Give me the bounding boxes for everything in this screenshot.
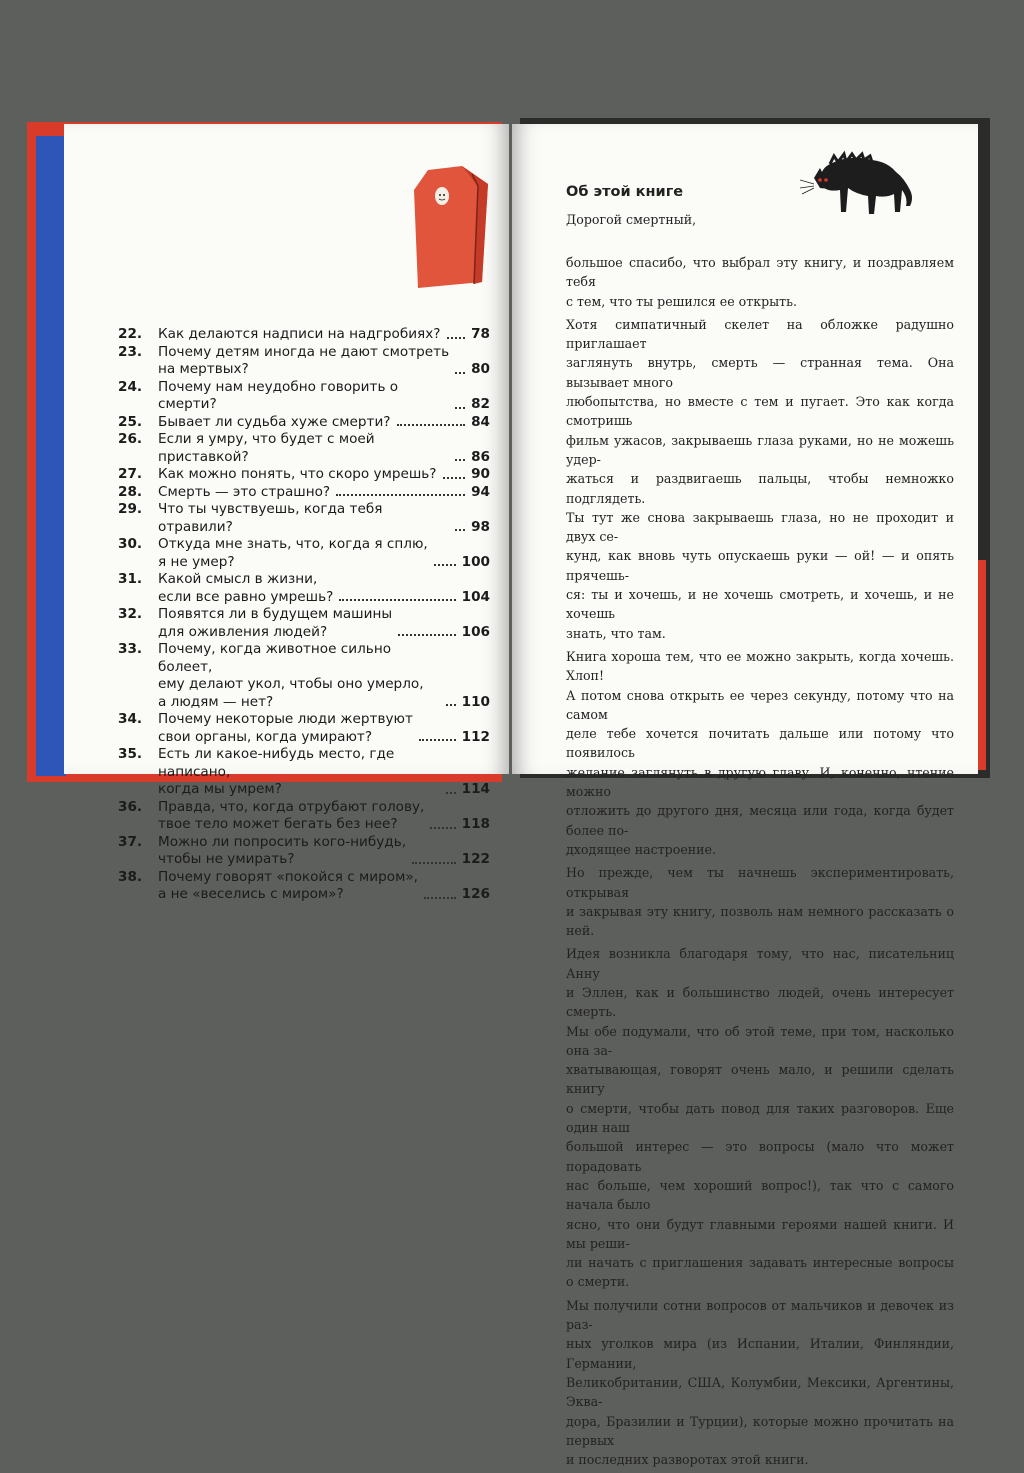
- toc-leader-dots: [455, 407, 465, 409]
- about-book-section: [566, 184, 954, 1473]
- toc-leader-dots: [443, 477, 466, 479]
- toc-entry: [118, 711, 490, 746]
- toc-leader-dots: [424, 897, 456, 899]
- body-paragraph: Идея возникла благодаря тому, что нас, писательниц Анну и Эллен, как и большинство людей, очень интересует смерть. Мы обе подумали, что об этой теме, при том, насколько она за- хватывающая, говорят очень мало, и решили сделать книгу о смерти, чтобы дать повод для таких разговоров. Еще один наш большой интерес — это вопросы (мало что может порадовать нас больше, чем хороший вопрос!), так что с самого начала было ясно, что они будут главными героями нашей книги. И мы реши- ли начать с приглашения задавать интересные вопросы о смерти.: [566, 946, 954, 1290]
- toc-entry-page: 98: [471, 518, 490, 535]
- toc-entry: [118, 746, 490, 799]
- toc-entry-title: Бывает ли судьба хуже смерти?: [158, 413, 391, 430]
- toc-entry: [118, 606, 490, 641]
- toc-entry-page: 104: [461, 588, 490, 605]
- toc-entry-number: 26.: [118, 431, 143, 447]
- body-paragraph: Книга хороша тем, что ее можно закрыть, когда хочешь. Хлоп! А потом снова открыть ее через секунду, потому что на самом деле тебе хочется почитать дальше или потому что появилось желание заглянуть в другую главу. И, конечно, чтение можно отложить до другого дня, месяца или года, когда будет более по- дходящее настроение.: [566, 648, 954, 857]
- toc-entry-number: 34.: [118, 711, 143, 727]
- toc-leader-dots: [446, 792, 456, 794]
- toc-entry-page: 100: [461, 553, 490, 570]
- toc-entry-number: 31.: [118, 571, 143, 587]
- toc-leader-dots: [412, 862, 456, 864]
- toc-entry-title: Какой смысл в жизни, если все равно умрешь?: [158, 571, 334, 605]
- toc-entry-title: Как делаются надписи на надгробиях?: [158, 326, 441, 342]
- greeting-line: Дорогой смертный,: [566, 212, 697, 227]
- toc-leader-dots: [434, 564, 456, 566]
- toc-leader-dots: [455, 529, 465, 531]
- body-paragraph: большое спасибо, что выбрал эту книгу, и поздравляем тебя с тем, что ты решился ее открыть.: [566, 255, 954, 309]
- toc-entry-title: Что ты чувствуешь, когда тебя отравили?: [158, 501, 383, 535]
- toc-entry-number: 35.: [118, 746, 143, 762]
- toc-entry-page: 86: [471, 448, 490, 465]
- table-of-contents: [118, 326, 490, 904]
- toc-entry: [118, 326, 490, 344]
- toc-entry: [118, 571, 490, 606]
- toc-entry: [118, 536, 490, 571]
- toc-entry-page: 80: [471, 361, 490, 377]
- toc-entry-title: Откуда мне знать, что, когда я сплю, я не умер?: [158, 536, 428, 570]
- toc-entry: [118, 466, 490, 484]
- coffin-icon: [412, 164, 490, 288]
- toc-entry: [118, 834, 490, 869]
- body-paragraph: Хотя симпатичный скелет на обложке радушно приглашает заглянуть внутрь, смерть — странная тема. Она вызывает много любопытства, но вместе с тем и пугает. Это как когда смотришь фильм ужасов, закрываешь глаза руками, но не можешь удер- жаться и раздвигаешь пальцы, чтобы немножко подглядеть. Ты тут же снова закрываешь глаза, но не проходит и двух се- кунд, как вновь чуть опускаешь руки — ой! — и опять прячешь- ся: ты и хочешь, и не хочешь смотреть, и хочешь, и не хочешь знать, что там.: [566, 316, 954, 641]
- toc-entry: [118, 501, 490, 536]
- section-heading: Об этой книге: [566, 184, 684, 200]
- toc-entry-number: 38.: [118, 868, 143, 885]
- toc-entry: [118, 641, 490, 711]
- toc-entry-number: 24.: [118, 378, 143, 395]
- toc-entry-page: 84: [471, 413, 490, 430]
- toc-entry-number: 32.: [118, 606, 143, 622]
- toc-entry: [118, 484, 490, 502]
- body-text: [566, 253, 954, 1469]
- toc-entry: [118, 431, 490, 466]
- toc-entry-number: 27.: [118, 466, 143, 482]
- book-edge-blue: [36, 136, 66, 776]
- toc-entry-number: 33.: [118, 641, 143, 657]
- toc-leader-dots: [447, 337, 466, 339]
- red-page-edge: [978, 560, 986, 770]
- toc-entry-number: 25.: [118, 413, 143, 430]
- toc-entry-page: 114: [461, 781, 490, 797]
- toc-entry-title: Если я умру, что будет с моей приставкой?: [158, 431, 375, 465]
- toc-entry-number: 29.: [118, 501, 143, 517]
- toc-entry-title: Правда, что, когда отрубают голову, твое тело может бегать без нее?: [158, 798, 425, 832]
- toc-entry-page: 122: [461, 851, 490, 867]
- toc-entry-title: Почему детям иногда не дают смотреть на мертвых?: [158, 343, 450, 377]
- toc-leader-dots: [446, 704, 456, 706]
- toc-entry: [118, 414, 490, 432]
- toc-leader-dots: [339, 599, 455, 601]
- toc-entry: [118, 344, 490, 379]
- body-paragraph: Но прежде, чем ты начнешь экспериментировать, открывая и закрывая эту книгу, позволь нам немного рассказать о ней.: [566, 865, 954, 939]
- toc-entry-title: Почему некоторые люди жертвуют свои органы, когда умирают?: [158, 711, 413, 745]
- toc-entry-title: Почему, когда животное сильно болеет, ему делают укол, чтобы оно умерло, а людям — нет?: [158, 641, 424, 710]
- toc-entry-page: 82: [471, 396, 490, 412]
- toc-entry-page: 94: [471, 483, 490, 500]
- toc-leader-dots: [397, 424, 466, 426]
- toc-entry-number: 23.: [118, 343, 143, 360]
- toc-entry-title: Почему нам неудобно говорить о смерти?: [158, 378, 399, 412]
- toc-entry-number: 30.: [118, 536, 143, 552]
- toc-entry-title: Как можно понять, что скоро умрешь?: [158, 466, 437, 482]
- toc-leader-dots: [430, 827, 455, 829]
- toc-entry-number: 37.: [118, 833, 143, 850]
- toc-entry-title: Почему говорят «покойся с миром», а не «веселись с миром»?: [158, 868, 418, 902]
- toc-leader-dots: [455, 372, 465, 374]
- toc-entry-page: 110: [461, 693, 490, 710]
- toc-entry-page: 106: [461, 623, 490, 640]
- toc-entry-page: 78: [471, 326, 490, 342]
- toc-entry-title: Есть ли какое-нибудь место, где написано, когда мы умрем?: [158, 746, 395, 797]
- toc-entry-title: Можно ли попросить кого-нибудь, чтобы не умирать?: [158, 833, 407, 867]
- toc-entry: [118, 379, 490, 414]
- toc-entry-number: 28.: [118, 483, 143, 500]
- toc-entry-page: 126: [461, 886, 490, 902]
- toc-entry-page: 112: [461, 728, 490, 745]
- toc-leader-dots: [419, 739, 456, 741]
- body-paragraph: Мы получили сотни вопросов от мальчиков и девочек из раз- ных уголков мира (из Испании, Италии, Финляндии, Германии, Великобритании, США, Колумбии, Мексики, Аргентины, Эква- дора, Бразилии и Турции), которые можно прочитать на первых и последних разворотах этой книги.: [566, 1297, 954, 1468]
- toc-leader-dots: [455, 459, 465, 461]
- toc-entry-number: 22.: [118, 326, 143, 342]
- toc-entry-title: Появятся ли в будущем машины для оживления людей?: [158, 606, 393, 640]
- toc-entry-title: Смерть — это страшно?: [158, 483, 331, 500]
- toc-leader-dots: [398, 634, 456, 636]
- toc-entry: [118, 869, 490, 904]
- toc-entry-number: 36.: [118, 798, 143, 815]
- toc-entry: [118, 799, 490, 834]
- toc-leader-dots: [336, 494, 465, 496]
- toc-entry-page: 90: [471, 466, 490, 482]
- toc-entry-page: 118: [461, 816, 490, 832]
